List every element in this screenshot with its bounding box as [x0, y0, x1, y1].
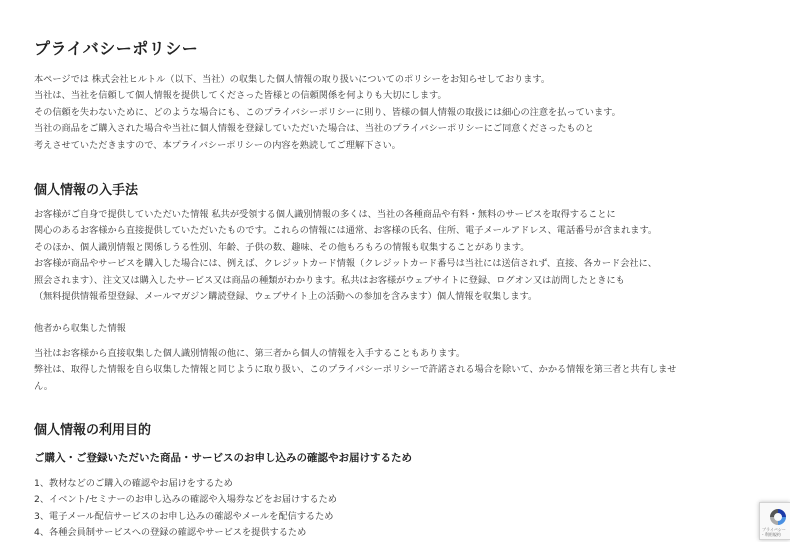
- intro-line: 考えさせていただきますので、本プライバシーポリシーの内容を熟読してご理解下さい。: [34, 139, 401, 151]
- intro-line: その信頼を失わないために、どのような場合にも、このプライバシーポリシーに則り、皆様の個人情報の取扱には細心の注意を払っています。: [34, 106, 621, 118]
- subheading-third-party: 他者から収集した情報: [34, 323, 126, 334]
- recaptcha-links: [762, 527, 786, 537]
- list-item: 1、教材などのご購入の確認やお届けをするため: [34, 478, 233, 489]
- paragraph-line: ん。: [34, 380, 53, 392]
- intro-line: 本ページでは 株式会社ヒルトル（以下、当社）の収集した個人情報の取り扱いについてのポリシーをお知らせしております。: [34, 74, 551, 85]
- recaptcha-icon: [768, 507, 788, 527]
- paragraph-line: 関心のあるお客様から直接提供していただいたものです。これらの情報には通常、お客様の氏名、住所、電子メールアドレス、電話番号が含まれます。: [34, 225, 658, 237]
- third-party-paragraph: [34, 346, 676, 395]
- recaptcha-badge[interactable]: [759, 502, 790, 540]
- section-heading-purpose: 個人情報の利用目的: [34, 423, 152, 438]
- list-item: 3、電子メール配信サービスのお申し込みの確認やメールを配信するため: [34, 510, 334, 522]
- paragraph-line: 弊社は、取得した情報を自ら収集した情報と同じように取り扱い、このプライバシーポリシーで許諾される場合を除いて、かかる情報を第三者と共有しませ: [34, 364, 677, 376]
- recaptcha-privacy-link[interactable]: プライバシー: [762, 527, 786, 532]
- paragraph-line: お客様がご自身で提供していただいた情報 私共が受領する個人識別情報の多くは、当社の各種商品や有料・無料のサービスを取得することに: [34, 209, 616, 220]
- intro-line: 当社の商品をご購入された場合や当社に個人情報を登録していただいた場合は、当社のプライバシーポリシーにご同意くださったものと: [34, 123, 594, 135]
- paragraph-line: そのほか、個人識別情報と関係しうる性別、年齢、子供の数、趣味、その他もろもろの情報も収集することがあります。: [34, 241, 530, 253]
- recaptcha-terms-link[interactable]: - 利用規約: [762, 532, 781, 537]
- paragraph-line: 当社はお客様から直接収集した個人識別情報の他に、第三者から個人の情報を入手することもあります。: [34, 348, 466, 359]
- list-item: 4、各種会員制サービスへの登録の確認やサービスを提供するため: [34, 527, 307, 539]
- intro-paragraph: [34, 72, 621, 154]
- section-heading-acquisition: 個人情報の入手法: [34, 183, 139, 198]
- purpose-subheading: ご購入・ご登録いただいた商品・サービスのお申し込みの確認やお届けするため: [34, 452, 412, 464]
- paragraph-line: （無料提供情報希望登録、メールマガジン購読登録、ウェブサイト上の活動への参加を含みます）個人情報を収集します。: [34, 290, 538, 302]
- acquisition-paragraph: [34, 207, 657, 305]
- page-title: プライバシーポリシー: [34, 39, 199, 58]
- paragraph-line: お客様が商品やサービスを購入した場合には、例えば、クレジットカード情報（クレジットカード番号は当社には送信されず、直接、各カード会社に、: [34, 258, 657, 270]
- intro-line: 当社は、当社を信頼して個人情報を提供してくださった皆様との信頼関係を何よりも大切にします。: [34, 90, 447, 102]
- list-item: 2、イベント/セミナーのお申し込みの確認や入場券などをお届けするため: [34, 494, 337, 506]
- purpose-list: [34, 476, 337, 542]
- paragraph-line: 照会されます）、注文又は購入したサービス又は商品の種類がわかります。私共はお客様がウェブサイトに登録、ログオン又は訪問したときにも: [34, 274, 625, 286]
